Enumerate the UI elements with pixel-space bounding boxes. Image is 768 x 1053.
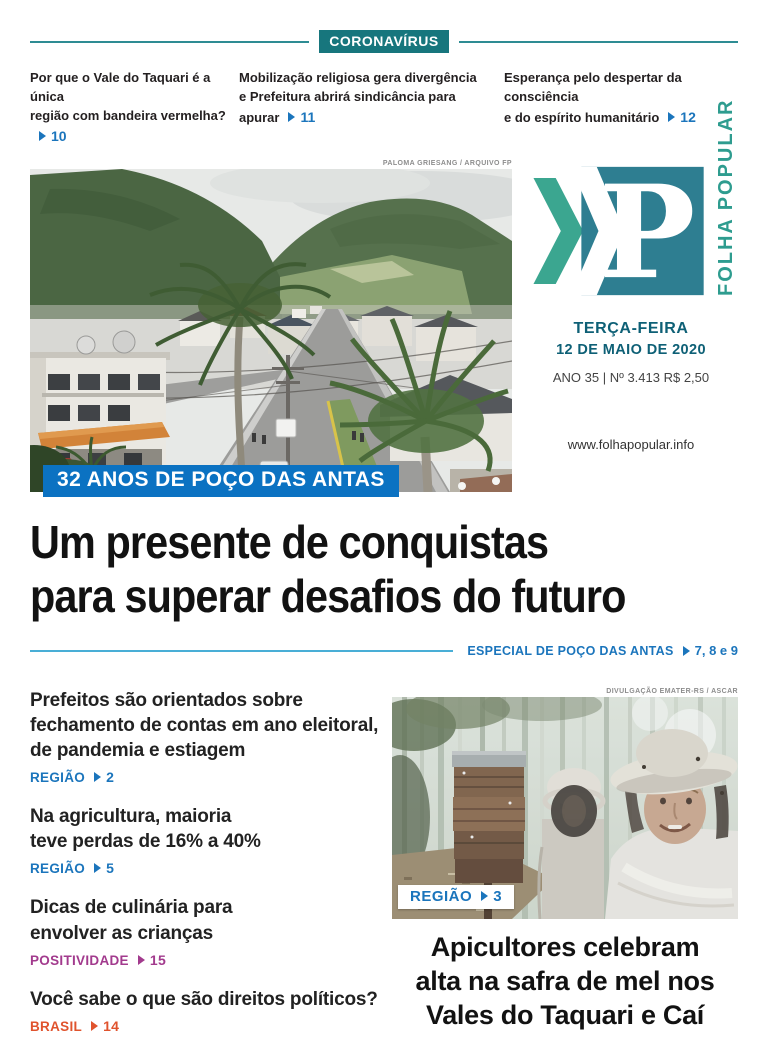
top-teaser-1-line1: Por que o Vale do Taquari é a única: [30, 70, 211, 104]
section-kicker: REGIÃO 5: [30, 860, 115, 877]
top-teaser-row: [30, 69, 738, 146]
teaser-direitos: Você sabe o que são direitos políticos? BRASIL 14: [30, 987, 382, 1034]
main-headline-line1: Um presente de conquistas: [30, 516, 549, 569]
top-teaser-2: [239, 69, 497, 146]
main-photo-column: [30, 160, 512, 492]
section-kicker: BRASIL 14: [30, 1017, 120, 1034]
top-teaser-1-line2: região com bandeira vermelha?10: [30, 107, 226, 144]
section-kicker: REGIÃO 2: [30, 769, 115, 786]
kicker-rule-line: [30, 650, 453, 652]
page-number: 3: [493, 888, 503, 906]
left-teaser-column: [30, 688, 382, 1053]
divider-line-left: [30, 41, 309, 43]
top-teaser-3-line2: e do espírito humanitário 12: [504, 108, 696, 125]
page-arrow-icon: [481, 891, 488, 901]
page-arrow-icon: [94, 772, 101, 782]
page-arrow-icon: [39, 131, 46, 141]
especial-pages: 7, 8 e 9: [694, 643, 738, 659]
coronavirus-divider: [30, 30, 738, 53]
page-number: 14: [103, 1017, 120, 1034]
top-teaser-3-line1: Esperança pelo despertar da consciência: [504, 70, 682, 104]
weekday-label: TERÇA-FEIRA: [573, 320, 689, 338]
secondary-headline: Apicultores celebram alta na safra de mel nos Vales do Taquari e Caí: [415, 932, 715, 1030]
main-headline: [30, 516, 667, 623]
logo-letter: P: [598, 166, 695, 297]
teaser-prefeitos: Prefeitos são orientados sobre fechamento de contas em ano eleitoral, de pandemia e estiagem REGIÃO 2: [30, 688, 382, 785]
logo-chevron-icon: [533, 178, 583, 284]
page-number: 11: [300, 108, 316, 125]
divider-line-right: [459, 41, 738, 43]
anniversary-banner: 32 ANOS DE POÇO DAS ANTAS: [43, 465, 399, 497]
secondary-story-column: [392, 688, 738, 1053]
page-arrow-icon: [683, 646, 690, 656]
top-teaser-2-line2: e Prefeitura abrirá sindicância para apurar 11: [239, 88, 456, 125]
teaser-culinaria: Dicas de culinária para envolver as crianças POSITIVIDADE 15: [30, 895, 382, 967]
page-arrow-icon: [94, 863, 101, 873]
section-kicker: POSITIVIDADE 15: [30, 951, 167, 968]
page-number: 5: [106, 860, 115, 877]
secondary-photo-credit: DIVULGAÇÃO EMATER-RS / ASCAR: [606, 688, 738, 696]
top-teaser-1: [30, 69, 232, 146]
page-number: 2: [106, 769, 115, 786]
page-number: 12: [680, 108, 696, 125]
logo-wordmark: FOLHA POPULAR: [714, 98, 737, 297]
page-arrow-icon: [288, 112, 295, 122]
street-aerial-photo-illustration: [30, 169, 512, 492]
especial-kicker: ESPECIAL DE POÇO DAS ANTAS: [467, 643, 674, 658]
main-headline-line2: para superar desafios do futuro: [30, 569, 626, 622]
page-arrow-icon: [91, 1021, 98, 1031]
logo-mark: [525, 166, 713, 296]
page-number: 15: [149, 951, 167, 968]
main-photo: [30, 169, 512, 492]
page-arrow-icon: [668, 112, 675, 122]
teaser-agricultura: Na agricultura, maioria teve perdas de 16% a 40% REGIÃO 5: [30, 804, 382, 876]
top-teaser-2-line1: Mobilização religiosa gera divergência: [239, 70, 477, 85]
edition-price-label: ANO 35 | Nº 3.413 R$ 2,50: [552, 370, 710, 386]
top-teaser-3: [504, 69, 738, 146]
page-number: 10: [51, 127, 67, 144]
main-photo-credit: PALOMA GRIESANG / ARQUIVO FP: [382, 160, 512, 168]
date-label: 12 DE MAIO DE 2020: [556, 342, 706, 359]
website-url: www.folhapopular.info: [567, 437, 695, 453]
secondary-section-kicker: REGIÃO 3: [398, 885, 514, 909]
beekeepers-photo: [392, 697, 738, 919]
page-arrow-icon: [138, 955, 145, 965]
especial-kicker-row: [30, 643, 738, 658]
coronavirus-badge: CORONAVÍRUS: [319, 30, 448, 53]
bottom-section: [30, 688, 738, 1053]
